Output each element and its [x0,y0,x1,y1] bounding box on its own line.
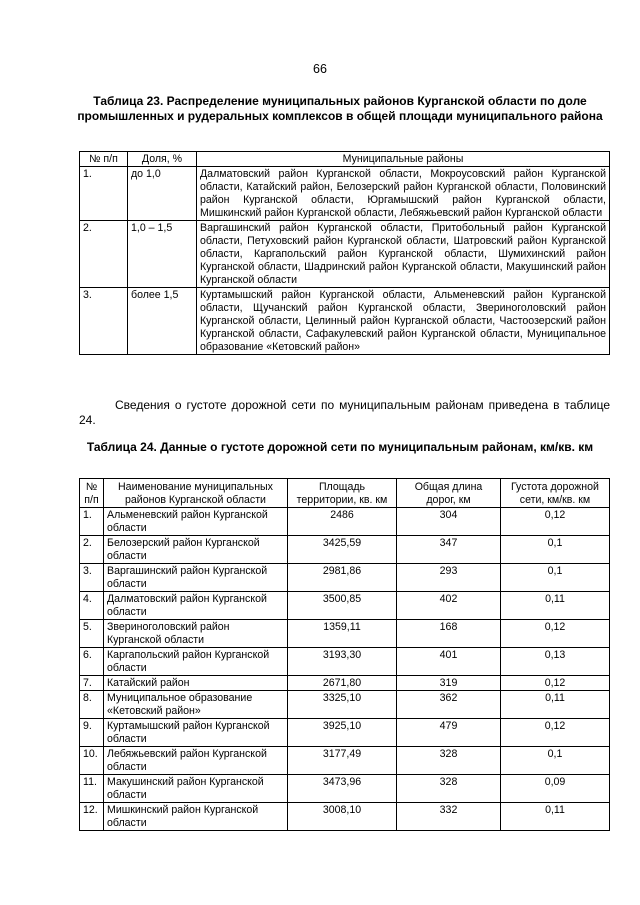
row-district-name: Лебяжьевский район Курганской области [104,747,288,775]
table-row [80,747,610,775]
body-paragraph: Сведения о густоте дорожной сети по муниципальным районам приведена в таблице 24. [79,398,610,427]
row-number: 7. [80,676,104,691]
table-row [80,536,610,564]
row-road-length: 319 [397,676,501,691]
table-24-header-row [80,479,610,508]
table-row [80,775,610,803]
row-road-length: 328 [397,747,501,775]
row-area: 2981,86 [288,564,397,592]
row-district-name: Альменевский район Курганской области [104,508,288,536]
table-row [80,676,610,691]
row-district-name: Муниципальное образование «Кетовский район» [104,691,288,719]
row-area: 2486 [288,508,397,536]
row-road-length: 332 [397,803,501,831]
row-number: 1. [80,167,128,221]
row-road-density: 0,1 [501,536,610,564]
row-road-density: 0,11 [501,803,610,831]
row-area: 3193,30 [288,648,397,676]
table-row [80,620,610,648]
table-24 [79,478,610,831]
table-23-header-row [80,152,610,167]
table-23-title: Таблица 23. Распределение муниципальных районов Курганской области по доле промышленных и рудеральных комплексов в общей площади муниципального района [77,94,603,123]
row-road-density: 0,09 [501,775,610,803]
row-area: 3500,85 [288,592,397,620]
row-road-density: 0,13 [501,648,610,676]
row-number: 11. [80,775,104,803]
row-district-name: Варгашинский район Курганской области [104,564,288,592]
row-road-length: 347 [397,536,501,564]
row-district-name: Катайский район [104,676,288,691]
row-number: 2. [80,536,104,564]
row-number: 3. [80,288,128,355]
row-road-density: 0,12 [501,676,610,691]
row-road-density: 0,1 [501,747,610,775]
row-number: 6. [80,648,104,676]
row-number: 9. [80,719,104,747]
row-number: 12. [80,803,104,831]
header-road-density: Густота дорожной сети, км/кв. км [501,479,610,508]
row-area: 3177,49 [288,747,397,775]
header-number: № п/п [80,152,128,167]
row-road-density: 0,1 [501,564,610,592]
header-districts: Муниципальные районы [197,152,610,167]
row-road-length: 328 [397,775,501,803]
table-24-title: Таблица 24. Данные о густоте дорожной сети по муниципальным районам, км/кв. км [86,440,594,454]
header-district-name: Наименование муниципальных районов Курганской области [104,479,288,508]
page-number: 66 [313,62,327,76]
row-area: 3925,10 [288,719,397,747]
table-23 [79,151,610,355]
table-row [80,221,610,288]
table-row [80,288,610,355]
row-road-length: 479 [397,719,501,747]
table-row [80,167,610,221]
row-road-length: 168 [397,620,501,648]
row-number: 8. [80,691,104,719]
row-area: 3325,10 [288,691,397,719]
row-district-name: Далматовский район Курганской области [104,592,288,620]
row-road-length: 293 [397,564,501,592]
table-row [80,719,610,747]
row-number: 5. [80,620,104,648]
row-district-name: Каргапольский район Курганской области [104,648,288,676]
row-districts: Куртамышский район Курганской области, Альменевский район Курганской области, Щучанский район Курганской области, Звериноголовский район Курганской области, Целинный район Курганской области, Частоозерский район Курганской области, Сафакулевский район Курганской области, Муниципальное образование «Кетовский район» [197,288,610,355]
row-road-length: 402 [397,592,501,620]
row-district-name: Звериноголовский район Курганской области [104,620,288,648]
row-road-density: 0,12 [501,719,610,747]
row-district-name: Белозерский район Курганской области [104,536,288,564]
row-share: 1,0 – 1,5 [128,221,197,288]
row-district-name: Куртамышский район Курганской области [104,719,288,747]
table-row [80,648,610,676]
header-road-length: Общая длина дорог, км [397,479,501,508]
row-districts: Далматовский район Курганской области, Мокроусовский район Курганской области, Катайский район, Белозерский район Курганской области, Половинский район Курганской области, Юргамышский район Курганской области, Мишкинский район Курганской области, Лебяжьевский район Курганской области [197,167,610,221]
row-road-length: 362 [397,691,501,719]
row-number: 1. [80,508,104,536]
row-area: 2671,80 [288,676,397,691]
row-road-length: 401 [397,648,501,676]
row-share: до 1,0 [128,167,197,221]
row-area: 3425,59 [288,536,397,564]
row-number: 4. [80,592,104,620]
table-row [80,691,610,719]
table-row [80,564,610,592]
table-row [80,592,610,620]
row-road-density: 0,12 [501,508,610,536]
row-district-name: Макушинский район Курганской области [104,775,288,803]
header-share: Доля, % [128,152,197,167]
row-area: 3008,10 [288,803,397,831]
row-road-density: 0,12 [501,620,610,648]
row-area: 3473,96 [288,775,397,803]
header-area: Площадь территории, кв. км [288,479,397,508]
row-districts: Варгашинский район Курганской области, Притобольный район Курганской области, Петуховский район Курганской области, Шатровский район Курганской области, Каргапольский район Курганской области, Шумихинский район Курганской области, Шадринский район Курганской области, Макушинский район Курганской области [197,221,610,288]
header-number: № п/п [80,479,104,508]
row-area: 1359,11 [288,620,397,648]
row-road-density: 0,11 [501,592,610,620]
row-number: 2. [80,221,128,288]
table-row [80,508,610,536]
row-road-density: 0,11 [501,691,610,719]
row-share: более 1,5 [128,288,197,355]
row-number: 3. [80,564,104,592]
row-number: 10. [80,747,104,775]
row-road-length: 304 [397,508,501,536]
row-district-name: Мишкинский район Курганской области [104,803,288,831]
table-row [80,803,610,831]
